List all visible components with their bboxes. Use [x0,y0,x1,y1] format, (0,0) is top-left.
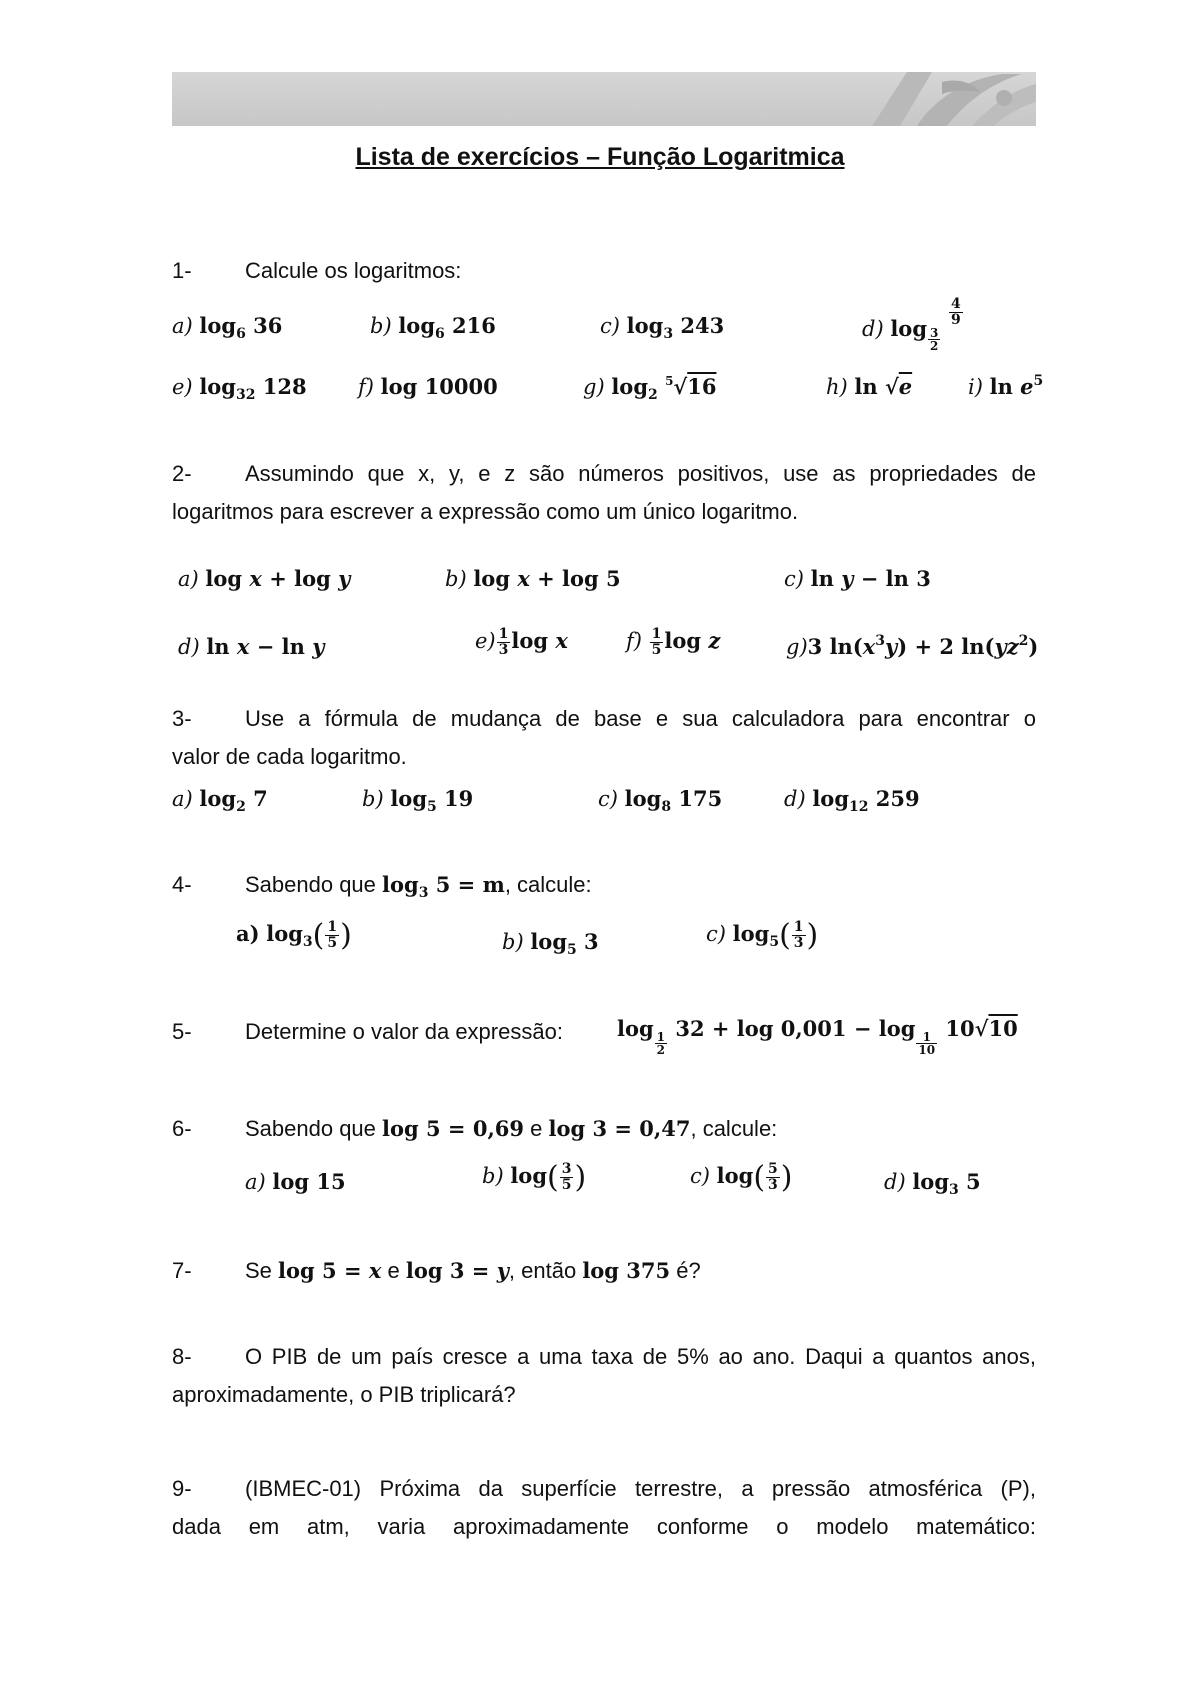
q2-item-e: e) $\frac{1}{3}$ log x [475,626,568,658]
q9-line1: 9- (IBMEC-01) Próxima da superfície terrestre, a pressão atmosférica (P), [172,1470,1036,1508]
q4-item-a: a) $\log_3$( $\frac{1}{5}$ ) [236,918,352,953]
q1-text: Calcule os logaritmos: [245,258,462,283]
q7-text: Se log 5 = x e log 3 = y, então log 375 é? [245,1258,701,1283]
q3-item-d: d) $\log_{12} 259$ [784,786,920,815]
q3-item-a: a) $\log_2 7$ [172,786,268,815]
q3-paragraph [172,700,1036,776]
q4-text: Sabendo que $\log_3 5 = m$, calcule: [245,872,592,901]
q3-line1: 3- Use a fórmula de mudança de base e sua calculadora para encontrar o [172,700,1036,738]
q6-text: Sabendo que log 5 = 0,69 e log 3 = 0,47, calcule: [245,1116,778,1141]
q8-line2: aproximadamente, o PIB triplicará? [172,1382,516,1407]
q8-number: 8- [172,1344,192,1369]
q6-item-a: a) log 15 [245,1169,346,1194]
q2-number: 2- [172,461,192,486]
q6-number: 6- [172,1116,192,1141]
q1-item-e: e) $\log_{32} 128$ [172,374,307,403]
header-banner [172,72,1036,126]
q2-item-f: f) $\frac{1}{5}$ log z [626,626,721,658]
q9-number: 9- [172,1476,192,1501]
page-title: Lista de exercícios – Função Logaritmica [355,143,845,171]
q5-expression: log $\frac{1}{2}$ 32 + log 0,001 − log $\frac{1}{10}$ 10√10 [617,1016,1018,1057]
banner-logo-graphic [172,72,1036,126]
q1-item-d: d) log $\frac{3}{2}$ $\frac{4}{9}$ [862,296,961,353]
q9-line2: dada em atm, varia aproximadamente conforme o modelo matemático: [172,1514,1036,1539]
q3-item-c: c) $\log_8 175$ [598,786,723,815]
q8-line1: 8- O PIB de um país cresce a uma taxa de 5% ao ano. Daqui a quantos anos, [172,1338,1036,1376]
q6-item-d: d) $\log_3 5$ [884,1169,981,1198]
q6-item-b: b) log( $\frac{3}{5}$ ) [482,1160,587,1195]
q6-item-c: c) log( $\frac{5}{3}$ ) [690,1160,793,1195]
q1-item-a: a) $\log_6 36$ [172,313,283,342]
q2-item-d: d) ln x − ln y [178,634,325,659]
q1-item-g: g) $\log_2 ^5√16$ [583,374,717,403]
q5-text: Determine o valor da expressão: [245,1019,563,1044]
q2-line1: 2- Assumindo que x, y, e z são números positivos, use as propriedades de [172,455,1036,493]
q2-item-b: b) log x + log 5 [445,566,621,591]
q1-item-h: h) ln √e [826,374,913,399]
q1-item-f: f) log 10000 [358,374,498,399]
q5-number: 5- [172,1019,192,1044]
q2-line2: logaritmos para escrever a expressão como um único logaritmo. [172,499,799,524]
q4-number: 4- [172,872,192,897]
q1-item-b: b) $\log_6 216$ [370,313,496,342]
q9-paragraph [172,1470,1036,1546]
q8-paragraph [172,1338,1036,1414]
q2-item-c: c) ln y − ln 3 [784,566,931,591]
q1-item-i: i) $\ln e^5$ [968,373,1044,399]
q2-paragraph [172,455,1036,531]
q2-item-g: g)3 $\ln(x^3y) + 2$ $\ln(yz^2)$ [786,633,1039,659]
q4-item-b: b) $\log_5 3$ [502,929,599,958]
q1-item-c: c) $\log_3 243$ [600,313,725,342]
q2-item-a: a) log x + log y [178,566,351,591]
q4-item-c: c) $\log_5$( $\frac{1}{3}$ ) [706,918,819,953]
q3-number: 3- [172,706,192,731]
q3-line2: valor de cada logaritmo. [172,744,407,769]
q3-item-b: b) $\log_5 19$ [362,786,474,815]
q7-number: 7- [172,1258,192,1283]
q1-number: 1- [172,258,192,283]
